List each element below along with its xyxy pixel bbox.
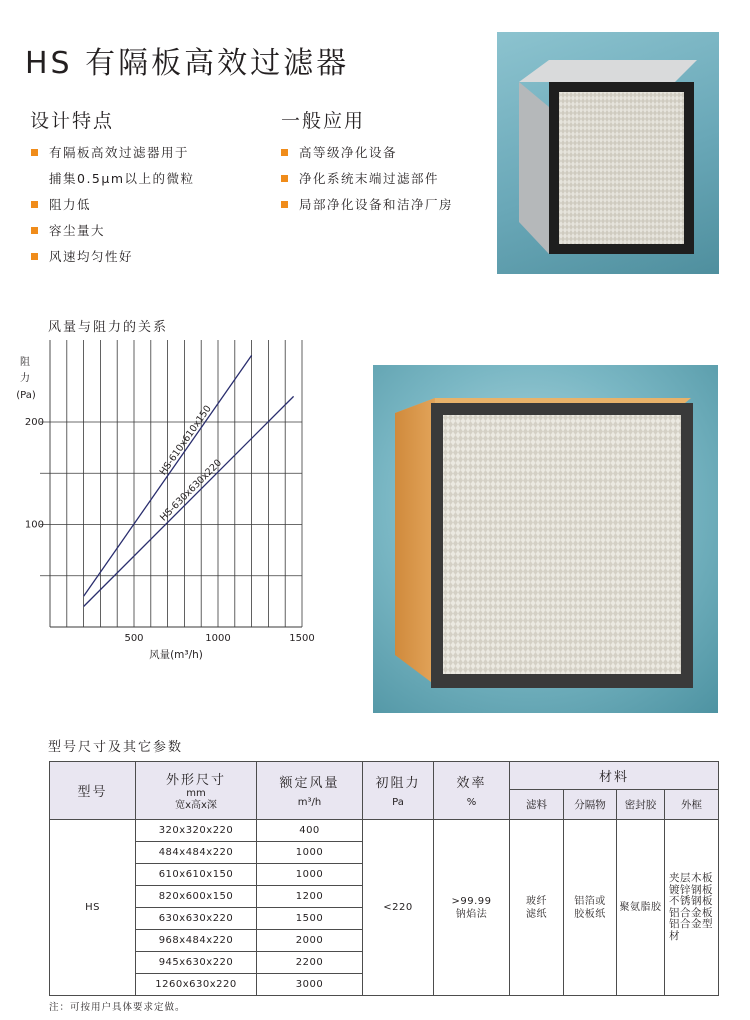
col-resistance: 初阻力 Pa	[363, 762, 434, 820]
cell-size: 820x600x150	[136, 886, 257, 908]
cell-size: 484x484x220	[136, 842, 257, 864]
x-tick-label: 1500	[289, 633, 315, 644]
bullet-square-icon	[31, 253, 38, 260]
features-list	[31, 140, 195, 270]
col-separator: 分隔物	[564, 790, 617, 820]
chart-ticks	[25, 417, 315, 644]
bullet-square-icon	[31, 201, 38, 208]
feature-item: 容尘量大	[31, 218, 195, 244]
cell-resistance: <220	[363, 820, 434, 996]
series-label: HS-610x610x150	[157, 403, 214, 478]
airflow-resistance-chart	[0, 330, 330, 665]
chart-series	[84, 355, 294, 606]
series-label: HS-630x630x220	[158, 457, 224, 524]
application-item: 净化系统末端过滤部件	[281, 166, 453, 192]
col-sealant: 密封胶	[617, 790, 665, 820]
feature-item: 阻力低	[31, 192, 195, 218]
cell-airflow: 1000	[257, 842, 363, 864]
applications-list	[281, 140, 453, 218]
specs-table	[49, 761, 719, 996]
chart-grid-vertical	[67, 340, 302, 627]
product-photo-wood-frame	[373, 365, 718, 713]
table-header-row	[50, 762, 719, 790]
cell-airflow: 1500	[257, 908, 363, 930]
cell-airflow: 1200	[257, 886, 363, 908]
feature-item: 捕集0.5μm以上的微粒	[49, 171, 195, 186]
bullet-square-icon	[31, 227, 38, 234]
specs-heading: 型号尺寸及其它参数	[48, 740, 184, 755]
cell-airflow: 400	[257, 820, 363, 842]
cell-size: 1260x630x220	[136, 974, 257, 996]
footnote: 注：可按用户具体要求定做。	[49, 1002, 186, 1013]
feature-item: 风速均匀性好	[31, 244, 195, 270]
col-size: 外形尺寸 mm 宽x高x深	[136, 762, 257, 820]
cell-frame: 夹层木板 镀锌钢板 不锈钢板 铝合金板 铝合金型 材	[665, 820, 719, 996]
features-heading: 设计特点	[30, 110, 115, 132]
bullet-square-icon	[31, 149, 38, 156]
y-axis-label: 力	[20, 373, 30, 384]
cell-airflow: 2000	[257, 930, 363, 952]
bullet-square-icon	[281, 175, 288, 182]
feature-item: 有隔板高效过滤器用于	[31, 140, 195, 166]
col-materials: 材料	[510, 762, 719, 790]
col-model: 型号	[50, 762, 136, 820]
y-tick-label: 200	[24, 417, 44, 428]
application-item: 局部净化设备和洁净厂房	[281, 192, 453, 218]
cell-separator: 铝箔或 胶板纸	[564, 820, 617, 996]
x-tick-label: 500	[124, 633, 144, 644]
y-axis-label: 阻	[20, 357, 30, 368]
cell-airflow: 3000	[257, 974, 363, 996]
y-axis-label: (Pa)	[16, 390, 36, 401]
col-filter-material: 滤料	[510, 790, 564, 820]
cell-size: 968x484x220	[136, 930, 257, 952]
cell-model: HS	[50, 820, 136, 996]
table-row	[50, 820, 719, 842]
x-axis-label: 风量(m³/h)	[149, 649, 203, 661]
bullet-square-icon	[281, 201, 288, 208]
x-tick-label: 1000	[205, 633, 231, 644]
cell-size: 320x320x220	[136, 820, 257, 842]
cell-filter-material: 玻纤 滤纸	[510, 820, 564, 996]
application-item: 高等级净化设备	[281, 140, 453, 166]
cell-sealant: 聚氨脂胶	[617, 820, 665, 996]
chart-title: 风量与阻力的关系	[48, 320, 169, 335]
col-efficiency: 效率 %	[434, 762, 510, 820]
col-frame: 外框	[665, 790, 719, 820]
bullet-square-icon	[281, 149, 288, 156]
applications-heading: 一般应用	[281, 110, 366, 132]
cell-airflow: 1000	[257, 864, 363, 886]
cell-size: 945x630x220	[136, 952, 257, 974]
chart-grid-horizontal	[40, 340, 302, 627]
cell-airflow: 2200	[257, 952, 363, 974]
cell-size: 610x610x150	[136, 864, 257, 886]
product-photo-aluminum-frame	[497, 32, 719, 274]
cell-size: 630x630x220	[136, 908, 257, 930]
col-airflow: 额定风量 m³/h	[257, 762, 363, 820]
page-title: HS 有隔板高效过滤器	[25, 46, 350, 81]
y-tick-label: 100	[24, 519, 44, 531]
cell-efficiency: >99.99 钠焰法	[434, 820, 510, 996]
